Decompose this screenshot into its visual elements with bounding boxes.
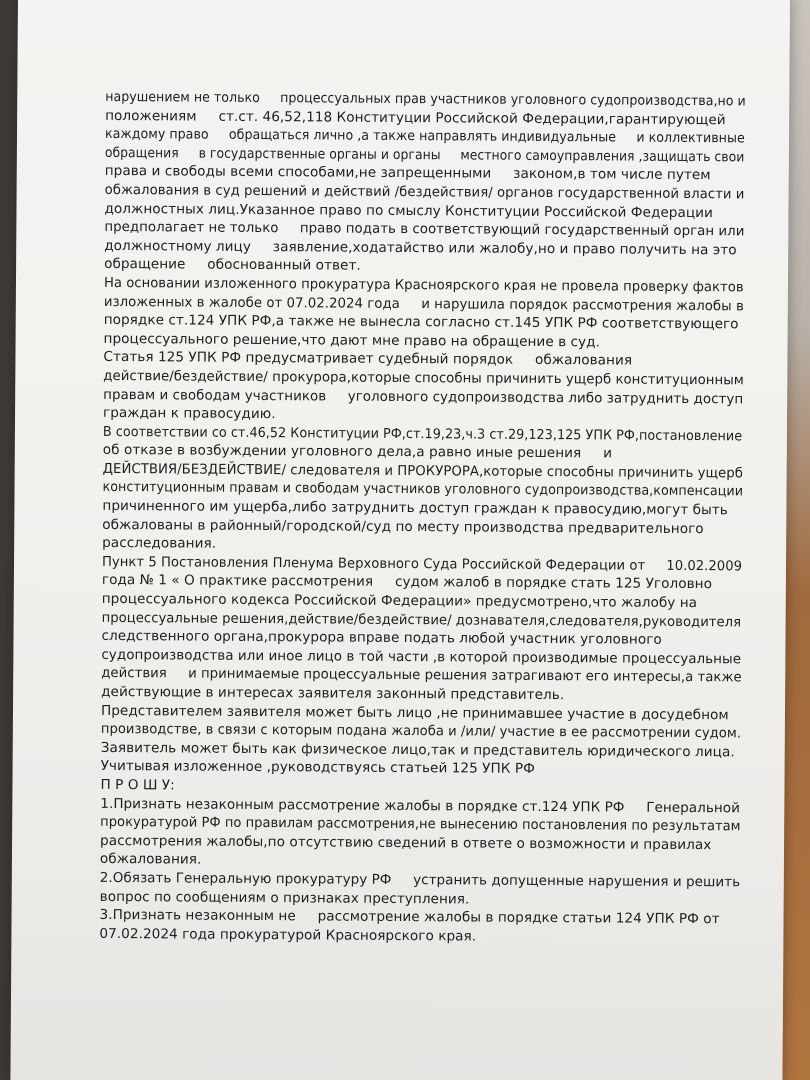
text-line: действия и принимаемые процессуальные решения затрагивают его интересы,а также [101,665,742,686]
text-line: изложенных в жалобе от 07.02.2024 года и нарушила порядок рассмотрения жалобы в [103,293,744,314]
text-line: должностных лиц.Указанное право по смыслу Конституции Российской Федерации [104,200,714,221]
text-line: обжалования. [99,851,202,868]
text-line: права и свободы всеми способами,не запрещенными законом,в том числе путем [104,163,711,184]
text-line: На основании изложенного прокуратура Красноярского края не провела проверку фактов [103,274,744,296]
text-line: 07.02.2024 года прокуратурой Красноярского края. [99,925,477,945]
text-line: 2.Обязать Генеральную прокуратуру РФ устранить допущенные нарушения и решить [99,869,741,891]
text-line: следственного органа,прокурора вправе подать любой участник уголовного [101,628,662,649]
text-line: процессуального кодекса Российской Федерации» предусмотрено,что жалобу на [101,590,698,612]
text-line: конституционным правам и свободам участников уголовного судопроизводства,компенсации [102,479,744,500]
text-line: действие/бездействие/ прокурора,которые способны причинить ущерб конституционным [103,367,744,389]
text-line: производстве, в связи с которым подана жалоба и /или/ участие в ее рассмотрении судом. [100,721,742,742]
text-line: 1.Признать незаконным рассмотрение жалобы в порядке ст.124 УПК РФ Генеральной [100,795,741,816]
text-line: вопрос по сообщениям о признаках преступления. [99,888,470,908]
text-line: В соответствии со ст.46,52 Конституции РФ,ст.19,23,ч.3 ст.29,123,125 УПК РФ,постановление [102,423,743,445]
text-line: граждан к правосудию. [103,405,276,423]
document-page [10,0,790,1080]
text-line: причиненного им ущерба,либо затруднить доступ граждан к правосудию,могут быть [102,497,728,519]
text-line: предполагает не только право подать в соответствующий государственный орган или [104,219,745,240]
text-line: расследования. [102,535,217,552]
text-line: ДЕЙСТВИЯ/БЕЗДЕЙСТВИЕ/ следователя и ПРОКУРОРА,которые способны причинить ущерб [102,460,744,482]
text-line: судопроизводства или иное лицо в той части ,в которой производимые процессуальные [101,646,742,668]
text-line: должностному лицу заявление,ходатайство или жалобу,но и право получить на это [104,237,737,259]
text-line: Учитывая изложенное ,руководствуясь статьей 125 УПК РФ [100,758,535,778]
text-line: Заявитель может быть как физическое лицо,так и представитель юридического лица. [100,739,735,761]
text-line: обращение обоснованный ответ. [104,256,361,275]
text-line: каждому право обращаться лично ,а также направлять индивидуальные и коллективные [104,126,745,147]
text-line: 3.Признать незаконным не рассмотрение жалобы в порядке статьи 124 УПК РФ от [99,907,720,928]
text-line: процессуальные решения,действие/бездействие/ дознавателя,следователя,руководителя [101,609,742,630]
text-line: обжалованы в районный/городской/суд по месту производства предварительного [102,516,704,537]
text-line: нарушением не только процессуальных прав участников уголовного судопроизводства,но и [105,88,746,110]
text-line: положениям ст.ст. 46,52,118 Конституции Российской Федерации,гарантирующей [105,107,726,128]
text-line: процессуального решение,что дают мне право на обращение в суд. [103,330,601,351]
text-line: порядке ст.124 УПК РФ,а также не вынесла согласно ст.145 УПК РФ соответствующего [103,312,739,333]
text-line: года № 1 « О практике рассмотрения судом жалоб в порядке стать 125 Уголовно [101,572,713,593]
text-line: действующие в интересах заявителя законный представитель. [101,683,565,704]
text-line: П Р О Ш У: [100,776,175,794]
text-line: обращения в государственные органы и органы местного самоуправления ,защищать свои [104,144,745,166]
text-line: обжалования в суд решений и действий /бездействия/ органов государственной власти и [104,181,745,203]
text-line: прокуратурой РФ по правилам рассмотрения,не вынесению постановления по результатам [100,814,741,835]
text-line: правам и свободам участников уголовного судопроизводства либо затруднить доступ [103,386,744,407]
text-line: Пункт 5 Постановления Пленума Верховного Суда Российской Федерации от 10.02.2009 [101,553,743,575]
text-line: об отказе в возбуждении уголовного дела,а равно иные решения и [102,442,613,462]
text-line: Статья 125 УПК РФ предусматривает судебный порядок обжалования [103,349,633,369]
text-line: Представителем заявителя может быть лицо ,не принимавшее участие в досудебном [100,702,729,723]
document-text [99,88,745,948]
text-line: рассмотрения жалобы,по отсутствию сведений в ответе о возможности и правилах [100,832,712,853]
